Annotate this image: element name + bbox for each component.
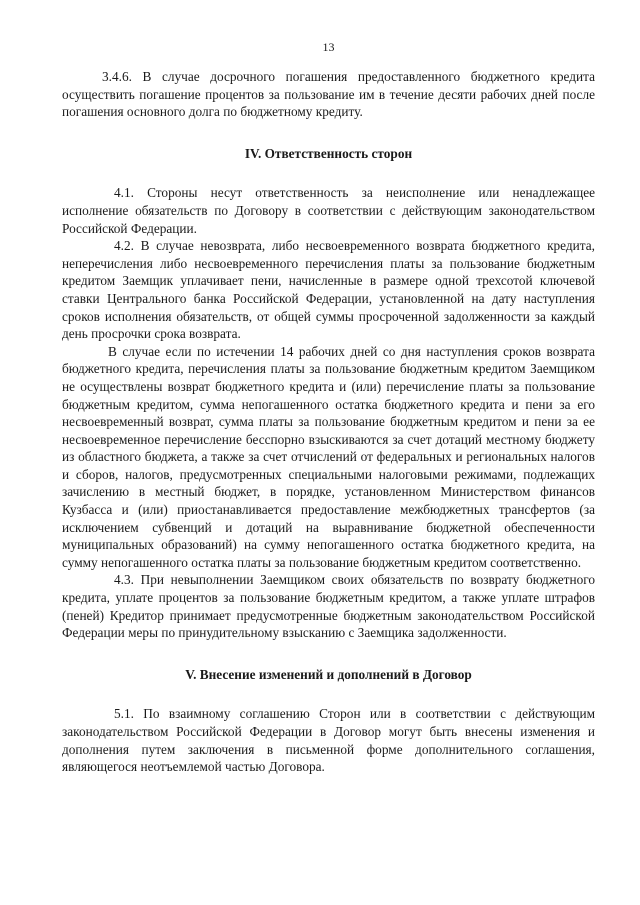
paragraph-3-4-6: 3.4.6. В случае досрочного погашения предоставленного бюджетного кредита осуществить погашение процентов за пользование им в течение десяти рабочих дней после погашения основного долга по бюджетному кредиту.	[62, 69, 595, 120]
page-number: 13	[322, 40, 335, 54]
paragraph-4-1: 4.1. Стороны несут ответственность за неисполнение или ненадлежащее исполнение обязательств по Договору в соответствии с действующим законодательством Российской Федерации.	[62, 185, 595, 236]
paragraph-4-2: 4.2. В случае невозврата, либо несвоевременного возврата бюджетного кредита, неперечисления либо несвоевременного перечисления платы за пользование бюджетным кредитом Заемщик уплачивает пени, начисленные в размере одной трехсотой ключевой ставки Центрального банка Российской Федерации, установленной на дату наступления сроков исполнения обязательств, от общей суммы просроченной задолженности за каждый день просрочки срока возврата.	[62, 238, 595, 342]
section-heading-amendments: V. Внесение изменений и дополнений в Договор	[185, 666, 472, 682]
document-page	[62, 40, 595, 776]
paragraph-4-3: 4.3. При невыполнении Заемщиком своих обязательств по возврату бюджетного кредита, уплате процентов за пользование бюджетным кредитом, а также уплате штрафов (пеней) Кредитор принимает предусмотренные бюджетным законодательством Российской Федерации меры по принудительному взысканию с Заемщика задолженности.	[62, 572, 595, 641]
paragraph-4-2-continued: В случае если по истечении 14 рабочих дней со дня наступления сроков возврата бюджетного кредита, перечисления платы за пользование бюджетным кредитом Заемщиком не осуществлены возврат бюджетного кредита и (или) перечисление платы за пользование бюджетным кредитом, сумма непогашенного остатка бюджетного кредита и пени за его несвоевременный возврат, сумма платы за пользование бюджетным кредитом и пени за ее несвоевременное перечисление бесспорно взыскиваются за счет дотаций местному бюджету из областного бюджета, а также за счет отчислений от федеральных и региональных налогов и сборов, налогов, предусмотренных специальными налоговыми режимами, подлежащих зачислению в местный бюджет, в порядке, установленном Министерством финансов Кузбасса и (или) приостанавливается предоставление межбюджетных трансфертов (за исключением субвенций и дотаций на выравнивание бюджетной обеспеченности муниципальных образований) на сумму непогашенного остатка бюджетного кредита, на сумму непогашенного остатка платы за пользование бюджетным кредитом соответственно.	[62, 343, 595, 570]
section-heading-responsibility: IV. Ответственность сторон	[244, 145, 413, 161]
paragraph-5-1: 5.1. По взаимному соглашению Сторон или в соответствии с действующим законодательством Российской Федерации в Договор могут быть внесены изменения и дополнения путем заключения в письменной форме дополнительного соглашения, являющегося неотъемлемой частью Договора.	[62, 706, 595, 775]
